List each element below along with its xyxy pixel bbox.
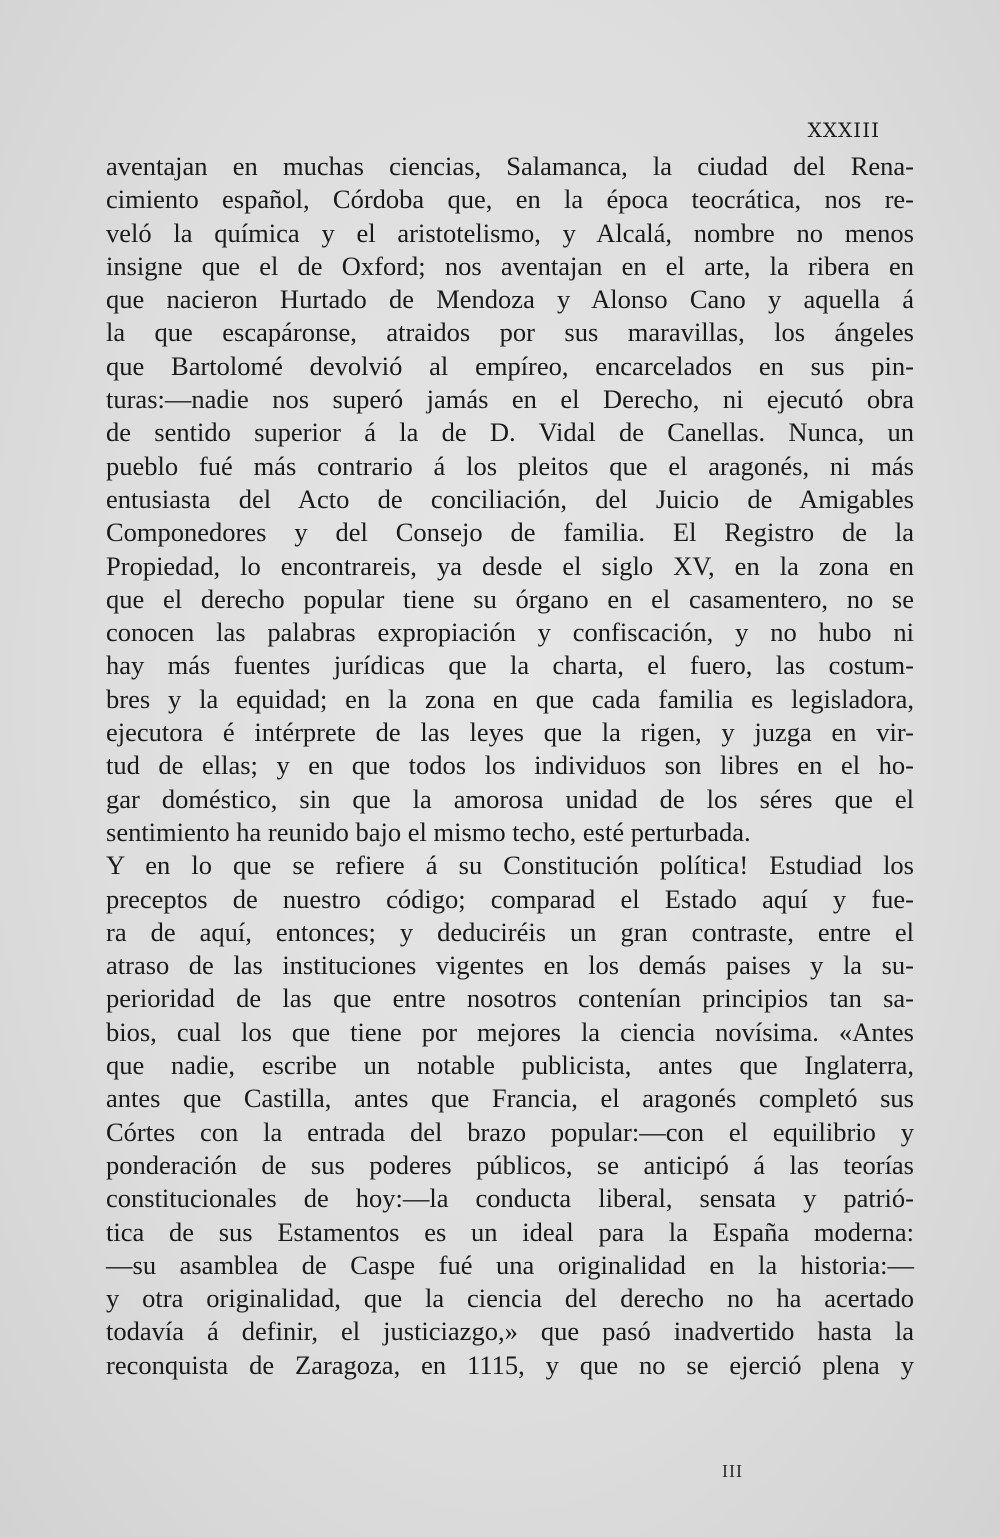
text-line: atraso de las instituciones vigentes en los demás paises y la su-: [106, 950, 914, 981]
text-line: antes que Castilla, antes que Francia, el aragonés completó sus: [106, 1083, 914, 1114]
text-line: todavía á definir, el justiciazgo,» que pasó inadvertido hasta la: [106, 1316, 914, 1347]
text-line: ra de aquí, entonces; y deduciréis un gran contraste, entre el: [106, 916, 914, 947]
text-line: veló la química y el aristotelismo, y Alcalá, nombre no menos: [106, 217, 914, 248]
printer-signature-mark: III: [722, 1461, 743, 1481]
text-line: Propiedad, lo encontrareis, ya desde el siglo XV, en la zona en: [106, 550, 914, 581]
text-line: y otra originalidad, que la ciencia del derecho no ha acertado: [106, 1283, 914, 1314]
text-line: de sentido superior á la de D. Vidal de Canellas. Nunca, un: [106, 417, 914, 448]
text-line: tud de ellas; y en que todos los individuos son libres en el ho-: [106, 750, 914, 781]
text-line: constitucionales de hoy:—la conducta liberal, sensata y patrió-: [106, 1183, 914, 1214]
text-line: gar doméstico, sin que la amorosa unidad de los séres que el: [106, 783, 914, 814]
text-line: cimiento español, Córdoba que, en la época teocrática, nos re-: [106, 184, 914, 215]
text-line: preceptos de nuestro código; comparad el Estado aquí y fue-: [106, 883, 914, 914]
text-line: la que escapáronse, atraidos por sus maravillas, los ángeles: [106, 317, 914, 348]
text-line: —su asamblea de Caspe fué una originalidad en la historia:—: [106, 1249, 914, 1280]
text-line: que Bartolomé devolvió al empíreo, encarcelados en sus pin-: [106, 350, 914, 381]
text-line: Córtes con la entrada del brazo popular:—con el equilibrio y: [106, 1116, 914, 1147]
text-line: ejecutora é intérprete de las leyes que la rigen, y juzga en vir-: [106, 717, 914, 748]
text-line: bios, cual los que tiene por mejores la ciencia novísima. «Antes: [106, 1016, 914, 1047]
text-line: bres y la equidad; en la zona en que cada familia es legisladora,: [106, 683, 914, 714]
text-line: sentimiento ha reunido bajo el mismo techo, esté perturbada.: [106, 816, 751, 847]
text-line: que nadie, escribe un notable publicista, antes que Inglaterra,: [106, 1050, 914, 1081]
body-text: [106, 150, 914, 1382]
text-line: Componedores y del Consejo de familia. El Registro de la: [106, 517, 914, 548]
text-line: reconquista de Zaragoza, en 1115, y que no se ejerció plena y: [106, 1349, 914, 1380]
text-line: perioridad de las que entre nosotros contenían principios tan sa-: [106, 983, 914, 1014]
text-line: entusiasta del Acto de conciliación, del Juicio de Amigables: [106, 483, 914, 514]
text-line: ponderación de sus poderes públicos, se anticipó á las teorías: [106, 1149, 914, 1180]
text-line: que nacieron Hurtado de Mendoza y Alonso Cano y aquella á: [106, 284, 914, 315]
text-line: que el derecho popular tiene su órgano en el casamentero, no se: [106, 583, 914, 614]
text-line: turas:—nadie nos superó jamás en el Derecho, ni ejecutó obra: [106, 384, 914, 415]
text-line: Y en lo que se refiere á su Constitución política! Estudiad los: [106, 850, 914, 881]
text-line: tica de sus Estamentos es un ideal para la España moderna:: [106, 1216, 914, 1247]
text-line: hay más fuentes jurídicas que la charta, el fuero, las costum-: [106, 650, 914, 681]
page-number: XXXIII: [807, 118, 880, 142]
text-line: pueblo fué más contrario á los pleitos que el aragonés, ni más: [106, 450, 914, 481]
text-line: conocen las palabras expropiación y confiscación, y no hubo ni: [106, 617, 914, 648]
text-line: aventajan en muchas ciencias, Salamanca, la ciudad del Rena-: [106, 151, 914, 181]
text-line: insigne que el de Oxford; nos aventajan en el arte, la ribera en: [106, 250, 914, 281]
